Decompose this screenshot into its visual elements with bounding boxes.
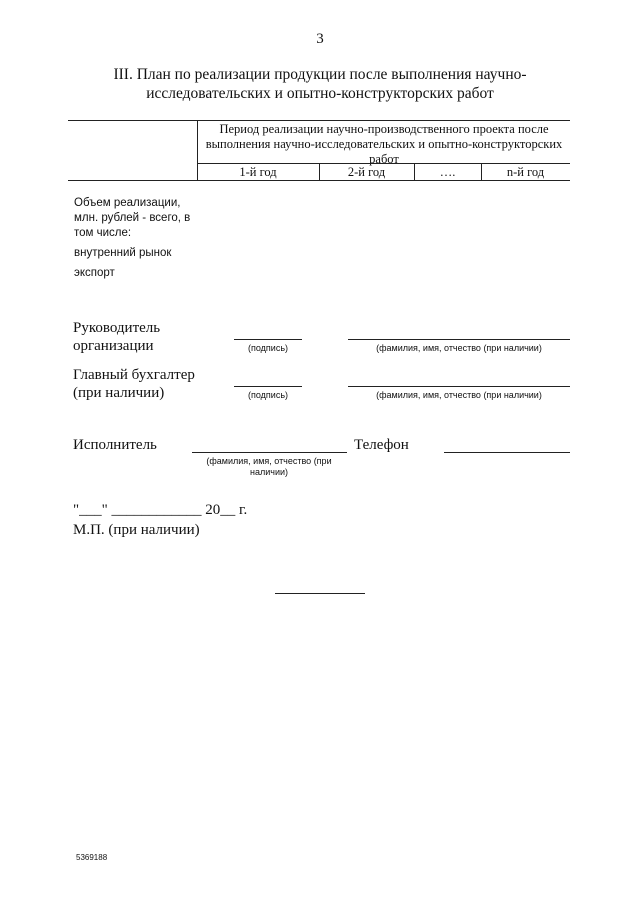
date-line: "___" ____________ 20__ г.: [73, 502, 248, 518]
head-name-caption: (фамилия, имя, отчество (при наличии): [376, 343, 542, 353]
header-divider: [197, 163, 570, 164]
accountant-signature-caption: (подпись): [247, 390, 289, 400]
phone-label: Телефон: [354, 437, 409, 453]
accountant-name-line: [348, 386, 570, 387]
year-col-2: 2-й год: [347, 165, 386, 179]
head-signature-line: [234, 339, 302, 340]
head-name-line: [348, 339, 570, 340]
executor-name-line: [192, 452, 347, 453]
executor-label: Исполнитель: [73, 437, 157, 453]
phone-line: [444, 452, 570, 453]
period-header: Период реализации научно-производственного проекта после выполнения научно-исследовательских и опытно-конструкторских работ: [205, 122, 563, 166]
page-number: 3: [316, 31, 324, 47]
row-label-domestic: внутренний рынок: [74, 247, 172, 259]
executor-name-caption: (фамилия, имя, отчество (при наличии): [206, 456, 332, 477]
row-label-export: экспорт: [74, 267, 115, 279]
year-col-1: 1-й год: [239, 165, 277, 179]
head-label: Руководитель организации: [73, 320, 161, 354]
year-col-n: n-й год: [506, 165, 545, 179]
accountant-signature-line: [234, 386, 302, 387]
section-title: III. План по реализации продукции после выполнения научно-исследовательских и опытно-конструкторских работ: [113, 66, 527, 102]
accountant-name-caption: (фамилия, имя, отчество (при наличии): [376, 390, 542, 400]
table-top-border: [68, 120, 570, 121]
stamp-label: М.П. (при наличии): [73, 522, 200, 538]
table-header-bottom-border: [68, 180, 570, 181]
document-code: 5369188: [76, 853, 108, 862]
head-signature-caption: (подпись): [247, 343, 289, 353]
year-col-ellipsis: ….: [439, 165, 456, 179]
end-separator-line: [275, 593, 365, 594]
row-label-total: Объем реализации, млн. рублей - всего, в том числе:: [74, 197, 191, 239]
chief-accountant-label: Главный бухгалтер (при наличии): [73, 367, 195, 401]
